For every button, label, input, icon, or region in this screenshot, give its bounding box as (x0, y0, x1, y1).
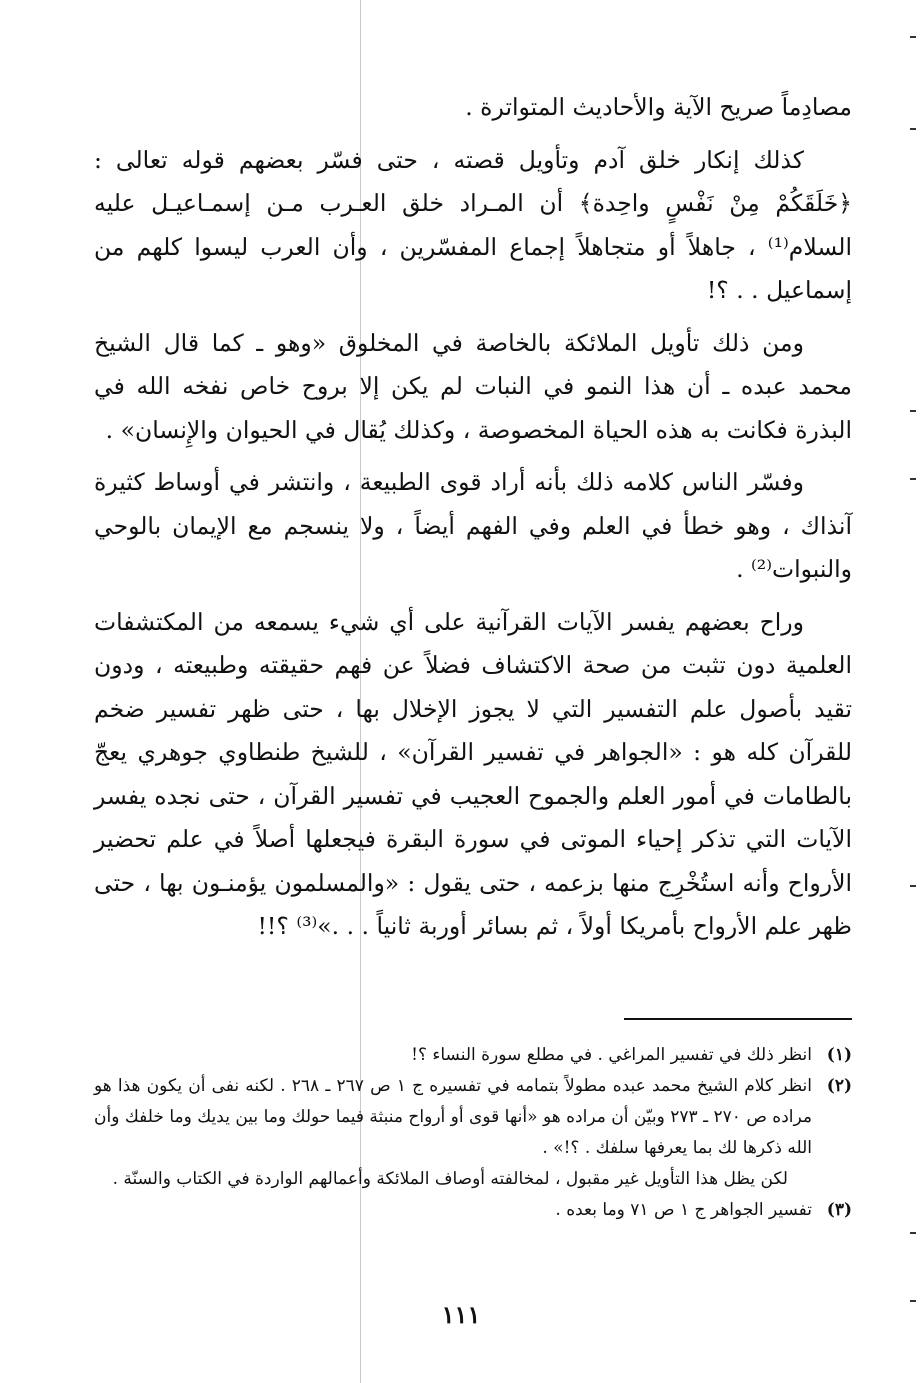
edge-mark (910, 1232, 916, 1234)
edge-mark (910, 478, 916, 480)
footnote (94, 1040, 852, 1071)
paragraph: ومن ذلك تأويل الملائكة بالخاصة في المخلوق «وهو ـ كما قال الشيخ محمد عبده ـ أن هذا النمو في النبات لم يكن إلا بروح خاص نفخه الله في البذرة فكانت به هذه الحياة المخصوصة ، وكذلك يُقال في الحيوان والإِنسان» . (94, 328, 852, 444)
edge-mark (910, 410, 916, 412)
edge-mark (910, 885, 916, 887)
paragraph: وفسّر الناس كلامه ذلك بأنه أراد قوى الطبيعة ، وانتشر في أوساط كثيرة آنذاك ، وهو خطأ في العلم وفي الفهم أيضاً ، ولا ينسجم مع الإيمان بالوحي والنبوات⁽²⁾ . (94, 468, 852, 583)
main-text (94, 86, 852, 958)
footnote-number: (٢) (826, 1076, 852, 1096)
footnote-line: انظر ذلك في تفسير المراغي . في مطلع سورة النساء ؟! (411, 1045, 812, 1065)
footnote-line: تفسير الجواهر ج ١ ص ٧١ وما بعده . (555, 1200, 812, 1220)
edge-mark (910, 128, 916, 130)
edge-mark (910, 36, 916, 38)
footnote-number: (١) (826, 1045, 852, 1065)
footnotes (94, 1040, 852, 1226)
footnote-line: انظر كلام الشيخ محمد عبده مطولاً بتمامه في تفسيره ج ١ ص ٢٦٧ ـ ٢٦٨ . لكنه نفى أن يكون هذا هو مراده ص ٢٧٠ ـ ٢٧٣ وبيّن أن مراده هو «أنها قوى أو أرواح منبثة فيما حولك وما بين يديك وما خلفك وأن الله ذكرها لك بما يعرفها سلفك . ؟!» . (94, 1076, 812, 1158)
footnote (94, 1071, 852, 1195)
paragraph: كذلك إنكار خلق آدم وتأويل قصته ، حتى فسّر بعضهم قوله تعالى : ﴿خَلَقَكُمْ مِنْ نَفْسٍ واحِدة﴾ أن المـراد خلق العـرب مـن إسمـاعيـل عليه السلام⁽¹⁾ ، جاهلاً أو متجاهلاً إجماع المفسّرين ، وأن العرب ليسوا كلهم من إسماعيل . . ؟! (94, 145, 852, 304)
paragraph: وراح بعضهم يفسر الآيات القرآنية على أي شيء يسمعه من المكتشفات العلمية دون تثبت من صحة الاكتشاف فضلاً عن فهم حقيقته وطبيعته ، ودون تقيد بأصول علم التفسير التي لا يجوز الإخلال بها ، حتى ظهر تفسير ضخم للقرآن كله هو : «الجواهر في تفسير القرآن» ، للشيخ طنطاوي جوهري يعجّ بالطامات في أمور العلم والجموح العجيب في تفسير القرآن ، حتى نجده يفسر الآيات التي تذكر إحياء الموتى في سورة البقرة فيجعلها أصلاً في علم تحضير الأرواح وأنه استُخْرِج منها بزعمه ، حتى يقول : «والمسلمون يؤمنـون بها ، حتى ظهر علم الأرواح بأمريكا أولاً ، ثم بسائر أوربة ثانياً . . .»⁽³⁾ ؟!! (94, 607, 852, 940)
footnote-separator (624, 1018, 852, 1020)
paragraph: مصادِماً صريح الآية والأحاديث المتواترة . (465, 93, 852, 121)
page-number: ١١١ (441, 1300, 481, 1329)
footnote-line: لكن يظل هذا التأويل غير مقبول ، لمخالفته أوصاف الملائكة وأعمالهم الواردة في الكتاب والسنّة . (112, 1169, 788, 1189)
footnote-text (94, 1040, 812, 1071)
footnote-number: (٣) (826, 1200, 852, 1220)
footnote-text (94, 1195, 812, 1226)
footnote (94, 1195, 852, 1226)
footnote-text (94, 1071, 812, 1195)
